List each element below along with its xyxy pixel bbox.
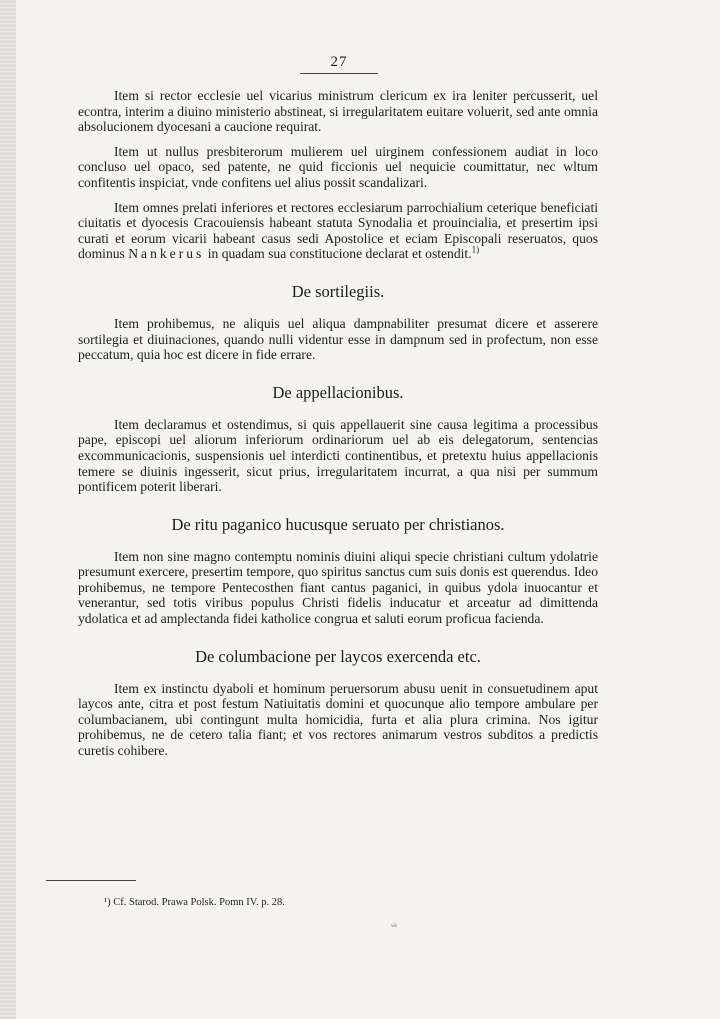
statuta-text-end: in quadam sua constitucione declarat et ostendit. — [207, 246, 472, 262]
paragraph-confession: Item ut nullus presbiterorum mulierem uel uirginem confessionem audiat in loco concluso uel opaco, sed patente, ne quid ficcionis uel nequicie coumittatur, nec wltum confitentis inspiciat, vnde confitens uel alius possit scandalizari. — [78, 143, 598, 190]
heading-ritu-paganico: De ritu paganico hucusque seruato per christianos. — [171, 514, 505, 534]
text-body — [78, 88, 598, 759]
paragraph-statuta — [78, 200, 598, 262]
printer-mark: ʷʰ — [391, 922, 397, 931]
footnote-rule — [46, 880, 136, 881]
paragraph-rector: Item si rector ecclesie uel vicarius ministrum clericum ex ira leniter percusserit, uel econtra, interim a diuino ministerio abstineat, si irregularitatem euitare voluerit, sed ante omnia absolucionem dyocesani a caucione requirat. — [78, 88, 598, 135]
footnote-mark: 1) — [471, 244, 480, 255]
page-number-rule — [300, 73, 378, 74]
footnote: ¹) Cf. Starod. Prawa Polsk. Pomn IV. p. 28. — [104, 897, 285, 908]
name-nankerus: Nankerus — [128, 246, 205, 262]
paragraph-columbacione: Item ex instinctu dyaboli et hominum peruersorum abusu uenit in consuetudinem aput laycos ante, citra et post festum Natiuitatis domini et quocunque alio tempore ambulare per columbacianem, ubi contingunt multa homicidia, furta et alia plura crimina. Nos igitur prohibemus, ne de cetero talia fiant; et vos rectores animarum vestros subditos a predictis curetis cohibere. — [78, 680, 598, 759]
paragraph-ritu-paganico: Item non sine magno contemptu nominis diuini aliqui specie christiani cultum ydolatrie presumunt exercere, presertim tempore, quo spiritus sanctus cum suis donis est querendus. Ideo prohibemus, ne tempore Pentecosthen fiant cantus paganici, in quibus ydola inuocantur et venerantur, sed totis viribus populus Christi fidelis inducatur et arceatur ad dimittenda ydolatica et ad amplectanda fidei katholice congrua et saluti eorum proficua facienda. — [78, 548, 598, 627]
heading-columbacione: De columbacione per laycos exercenda etc. — [195, 646, 481, 666]
heading-appellacionibus: De appellacionibus. — [272, 382, 404, 402]
paragraph-sortilegiis: Item prohibemus, ne aliquis uel aliqua dampnabiliter presumat dicere et asserere sortilegia et diuinaciones, quando nulli videntur esse in dampnum sed in profectum, non esse peccatum, quia hoc est dicere in fide errare. — [78, 315, 598, 363]
book-spine-edge — [0, 0, 16, 1019]
paragraph-appellacionibus: Item declaramus et ostendimus, si quis appellauerit sine causa legitima a processibus pape, episcopi uel aliorum inferiorum ordinariorum uel ab eis delegatorum, sentencias excommunicacionis, suspensionis uel interdicti continentibus, et pretextu huius appellacionis temere se diuinis ingesserit, sicut prius, irregularitatem incurrat, a qua nisi per summum pontificem poterit liberari. — [78, 416, 598, 495]
statuta-text: Item omnes prelati inferiores et rectores ecclesiarum parrochialium ceterique beneficiati ciuitatis et dyocesis Cracouiensis habeant statuta Synodalia et prouincialia, et presertim ipsi curati et eorum vicarii habeant casus sedi Apostolice et eciam Episcopali reseruatos, quos dominus — [78, 199, 598, 262]
page-number: 27 — [330, 54, 348, 70]
heading-sortilegiis: De sortilegiis. — [291, 281, 385, 301]
